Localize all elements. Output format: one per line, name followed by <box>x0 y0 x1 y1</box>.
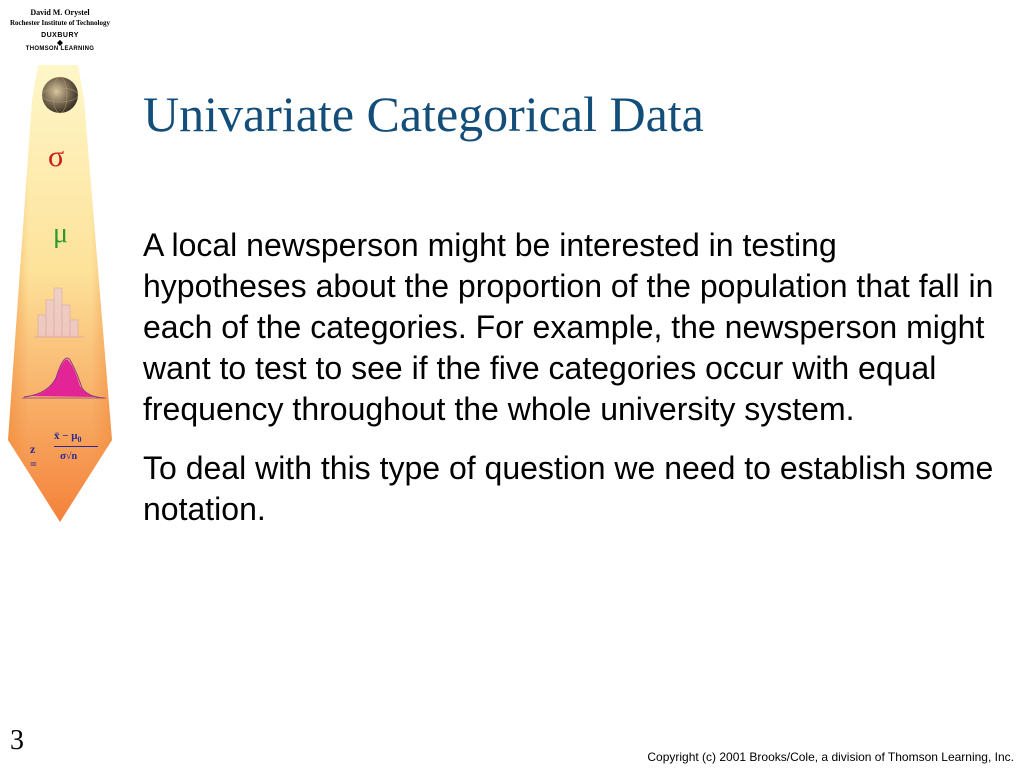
publisher-separator: ◆ <box>56 38 64 47</box>
publisher-name: DUXBURY <box>41 32 79 39</box>
formula-denominator-wrap <box>60 450 77 462</box>
body-paragraph-1: A local newsperson might be interested in testing hypotheses about the proportion of the population that fall in each of the categories. For example, the newsperson might want to test to see if the five categories occur with equal frequency throughout the whole university system. <box>143 227 994 427</box>
formula-numerator-sub: 0 <box>77 435 82 445</box>
formula-numerator-wrap <box>54 430 82 444</box>
sidebar-decoration <box>0 0 125 768</box>
sigma-symbol: σ <box>48 140 65 173</box>
formula-denominator: σ <box>60 450 66 462</box>
globe-icon <box>42 77 78 113</box>
formula-lhs: z = <box>30 442 37 471</box>
author-name: David M. Orystel <box>30 8 90 17</box>
author-block <box>0 8 120 52</box>
mu-symbol: μ <box>53 218 69 249</box>
publisher-subname: THOMSON LEARNING <box>25 46 95 52</box>
page-number: 3 <box>10 725 24 756</box>
copyright-footer: Copyright (c) 2001 Brooks/Cole, a division of Thomson Learning, Inc. <box>647 750 1014 764</box>
body-paragraph-2: To deal with this type of question we need to establish some notation. <box>143 450 994 527</box>
formula-denominator-root: √n <box>65 451 78 462</box>
formula-fraction-bar <box>54 446 98 447</box>
formula-numerator: x̄ − μ <box>54 430 78 442</box>
slide-body <box>143 225 1003 530</box>
slide-title: Univariate Categorical Data <box>143 86 704 142</box>
author-institution: Rochester Institute of Technology <box>9 19 110 27</box>
